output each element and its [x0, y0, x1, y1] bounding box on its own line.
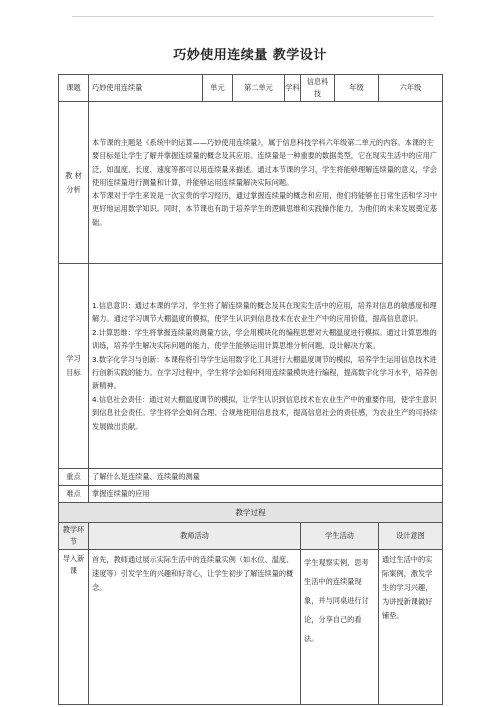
process-student-activity: 学生观察实例，思考生活中的连续量现象，并与同桌进行讨论，分享自己的看法。: [301, 550, 379, 705]
process-stage: 导入新课: [59, 550, 89, 705]
header-row: [59, 75, 443, 102]
objectives-row: [59, 264, 443, 469]
unit-label: 单元: [203, 75, 233, 102]
key-point-row: [59, 469, 443, 486]
student-column-header: 学生活动: [301, 523, 379, 550]
unit-value: 第二单元: [233, 75, 285, 102]
process-teacher-activity: 首先，教师通过展示实际生活中的连续量实例（如水位、温度、速度等）引发学生的兴趣和好奇心，让学生初步了解连续量的概念。: [89, 550, 301, 705]
grade-value: 六年级: [379, 75, 443, 102]
objectives-content: [89, 264, 443, 469]
analysis-label: 教 材 分析: [59, 102, 89, 264]
process-section-row: [59, 503, 443, 523]
lesson-plan-table: [58, 74, 443, 705]
objective-item: 1.信息意识：通过本课的学习，学生将了解连续量的概念及其在现实生活中的应用，培养对信息的敏感度和理解力。通过学习调节大棚温度的模拟，使学生认识到信息技术在农业生产中的应用价值，提高信息意识。: [92, 300, 437, 324]
grade-label: 年级: [335, 75, 379, 102]
stage-column-header: 教学环节: [59, 523, 89, 550]
difficulty-value: 掌握连续量的应用: [89, 486, 443, 503]
objective-item: 3.数字化学习与创新：本课程将引导学生运用数字化工具进行大棚温度调节的模拟，培养学生运用信息技术进行创新实践的能力。在学习过程中，学生将学会如何利用连续量模块进行编程，提高数字化学习水平，培养创新精神。: [92, 354, 438, 391]
subject-label: 学科: [285, 75, 301, 102]
difficulty-label: 难点: [59, 486, 89, 503]
topic-label: 课题: [59, 75, 89, 102]
objective-item: 2.计算思维：学生将掌握连续量的测量方法，学会用模块化的编程思想对大棚温度进行模拟。通过计算思维的训练，培养学生解决实际问题的能力，使学生能够运用计算思维分析问题、设计解决方案。: [92, 327, 437, 351]
difficulty-row: [59, 486, 443, 503]
analysis-paragraph: 本节课的主题是《系统中的运算——巧妙使用连续量》，属于信息科技学科六年级第二单元的内容。本课的主要目标是让学生了解并掌握连续量的概念及其应用。连续量是一种重要的数据类型，它在现实生活中的应用广泛，如温度、长度、速度等都可以用连续量来描述。通过本节课的学习，学生将能够理解连续量的意义，学会使用连续量进行测量和计算，并能够运用连续量解决实际问题。: [92, 138, 438, 187]
analysis-row: [59, 102, 443, 264]
objectives-label: 学习 目标: [59, 264, 89, 469]
page-title: 巧妙使用连续量 教学设计: [173, 48, 327, 63]
process-row: [59, 550, 443, 705]
analysis-paragraph: 本节课对于学生来说是一次宝贵的学习经历，通过掌握连续量的概念和应用，他们将能够在日常生活和学习中更好地运用数学知识。同时，本节课也有助于培养学生的逻辑思维和实践操作能力，为他们的未来发展奠定基础。: [92, 191, 438, 227]
analysis-content: [89, 102, 443, 264]
process-section-title: 教学过程: [59, 503, 443, 523]
objective-item: 4.信息社会责任：通过对大棚温度调节的模拟，让学生认识到信息技术在农业生产中的重要作用，使学生意识到信息社会责任。学生将学会如何合理、合规地使用信息技术，提高信息社会的责任感，为农业生产的可持续发展做出贡献。: [92, 394, 438, 431]
process-design-intent: 通过生活中的实际案例，激发学生的学习兴趣，为讲授新课做好铺垫。: [379, 550, 443, 705]
topic-value: 巧妙使用连续量: [89, 75, 203, 102]
header-rule: [72, 16, 434, 17]
intent-column-header: 设计意图: [379, 523, 443, 550]
key-point-label: 重点: [59, 469, 89, 486]
subject-value: 信息科技: [301, 75, 335, 102]
teacher-column-header: 教师活动: [89, 523, 301, 550]
key-point-value: 了解什么是连续量、连续量的测量: [89, 469, 443, 486]
process-header-row: [59, 523, 443, 550]
